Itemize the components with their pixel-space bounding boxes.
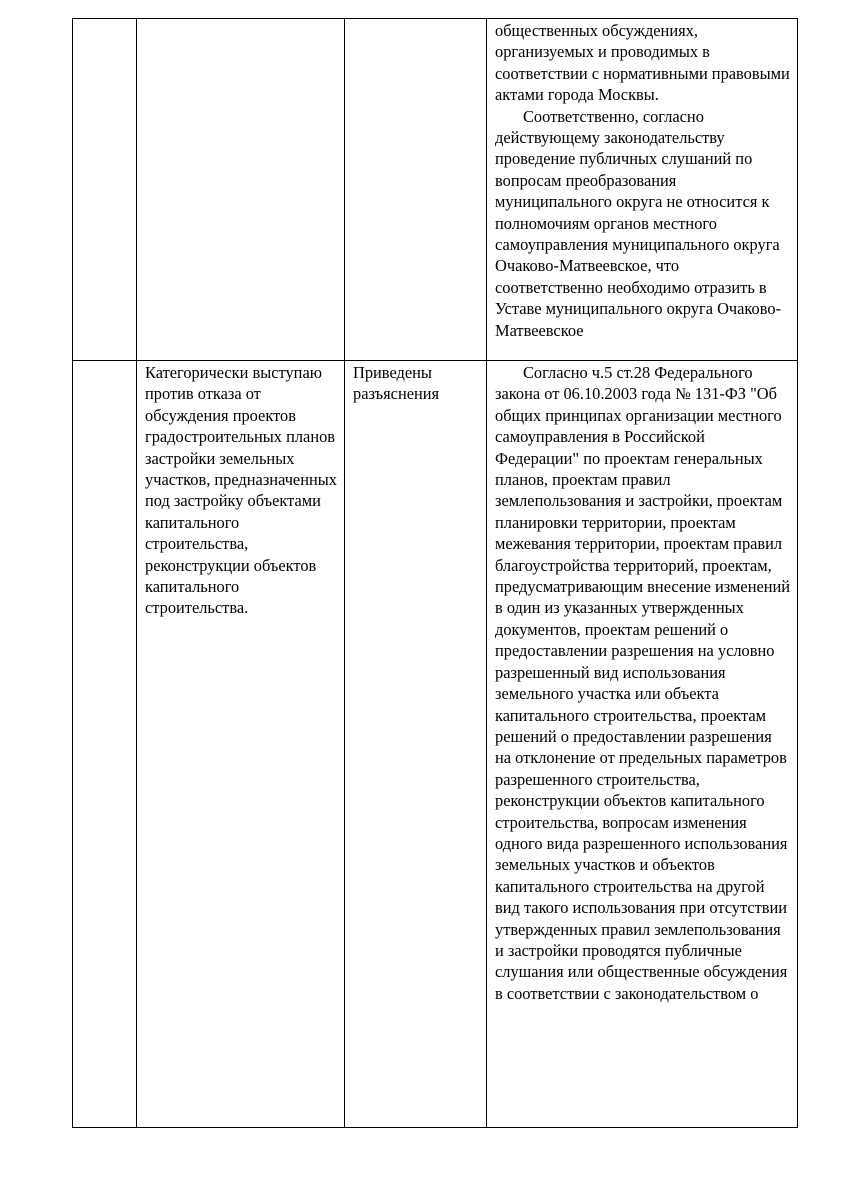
result-cell: Приведены разъяснения: [345, 361, 487, 1128]
reasoning-cell: [487, 19, 798, 361]
row-number-cell: [73, 361, 137, 1128]
reasoning-cell: [487, 361, 798, 1128]
table-row: [73, 19, 798, 361]
row-number-cell: [73, 19, 137, 361]
table-row: [73, 361, 798, 1128]
reasoning-paragraph: Согласно ч.5 ст.28 Федерального закона от 06.10.2003 года № 131-ФЗ "Об общих принципах организации местного самоуправления в Российской Федерации" по проектам генеральных планов, проектам правил землепользования и застройки, проектам планировки территории, проектам межевания территории, проектам правил благоустройства территорий, проектам, предусматривающим внесение изменений в один из указанных утвержденных документов, проектам решений о предоставлении разрешения на условно разрешенный вид использования земельного участка или объекта капитального строительства, проектам решений о предоставлении разрешения на отклонение от предельных параметров разрешенного строительства, реконструкции объектов капитального строительства, вопросам изменения одного вида разрешенного использования земельных участков и объектов капитального строительства на другой вид такого использования при отсутствии утвержденных правил землепользования и застройки проводятся публичные слушания или общественные обсуждения в соответствии с законодательством о: [495, 363, 791, 1003]
reasoning-paragraph: общественных обсуждениях, организуемых и проводимых в соответствии с нормативными правовыми актами города Москвы.: [495, 21, 790, 105]
result-cell: [345, 19, 487, 361]
proposal-cell: Категорически выступаю против отказа от обсуждения проектов градостроительных планов застройки земельных участков, предназначенных под застройку объектами капитального строительства, реконструкции объектов капитального строительства.: [137, 361, 345, 1128]
objections-table: [72, 18, 798, 1128]
reasoning-paragraph: Соответственно, согласно действующему законодательству проведение публичных слушаний по вопросам преобразования муниципального округа не относится к полномочиям органов местного самоуправления муниципального округа Очаково-Матвеевское, что соответственно необходимо отразить в Уставе муниципального округа Очаково-Матвеевское: [495, 106, 782, 340]
proposal-cell: [137, 19, 345, 361]
